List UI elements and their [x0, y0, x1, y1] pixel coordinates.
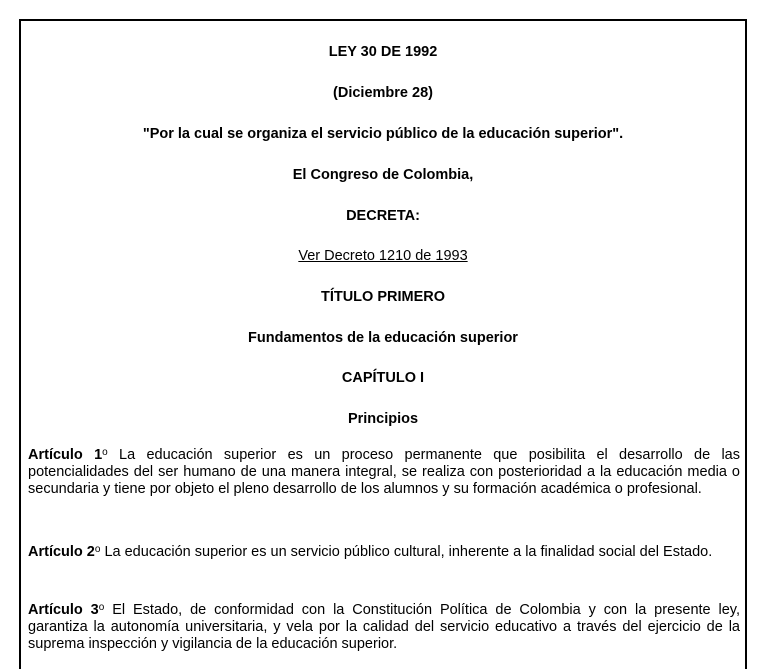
article-ordinal: o — [98, 602, 105, 613]
article-text: La educación superior es un proceso permanente que posibilita el desarrollo de las potencialidades del ser humano de una manera integral, se realiza con posterioridad a la educación media o secundaria y tiene por objeto el pleno desarrollo de los alumnos y su formación académica o profesional. — [28, 447, 741, 497]
article-label: Artículo 2 — [28, 544, 95, 560]
article-2 — [28, 544, 740, 561]
article-text: El Estado, de conformidad con la Constitución Política de Colombia y con la presente ley, garantiza la autonomía universitaria, y vela por la calidad del servicio educativo a través del ejercicio de la suprema inspección y vigilancia de la educación superior. — [28, 602, 740, 652]
article-1 — [28, 447, 740, 498]
article-label: Artículo 3 — [28, 602, 99, 618]
law-subtitle: "Por la cual se organiza el servicio público de la educación superior". — [142, 126, 624, 142]
article-ordinal: o — [102, 447, 108, 458]
title-heading: TÍTULO PRIMERO — [320, 289, 446, 305]
title-name: Fundamentos de la educación superior — [248, 330, 518, 346]
decree-link-row — [21, 247, 745, 265]
article-3 — [28, 602, 740, 653]
article-label: Artículo 1 — [28, 447, 103, 463]
article-ordinal: o — [94, 544, 101, 555]
document-frame — [19, 19, 747, 669]
article-text: La educación superior es un servicio público cultural, inherente a la finalidad social del Estado. — [100, 544, 713, 560]
decree-link[interactable]: Ver Decreto 1210 de 1993 — [298, 248, 468, 264]
chapter-name: Principios — [347, 411, 419, 427]
law-date: (Diciembre 28) — [333, 85, 433, 101]
decree-heading: DECRETA: — [346, 208, 420, 224]
issuer: El Congreso de Colombia, — [292, 167, 474, 183]
law-title: LEY 30 DE 1992 — [328, 44, 438, 60]
chapter-heading: CAPÍTULO I — [341, 370, 425, 386]
